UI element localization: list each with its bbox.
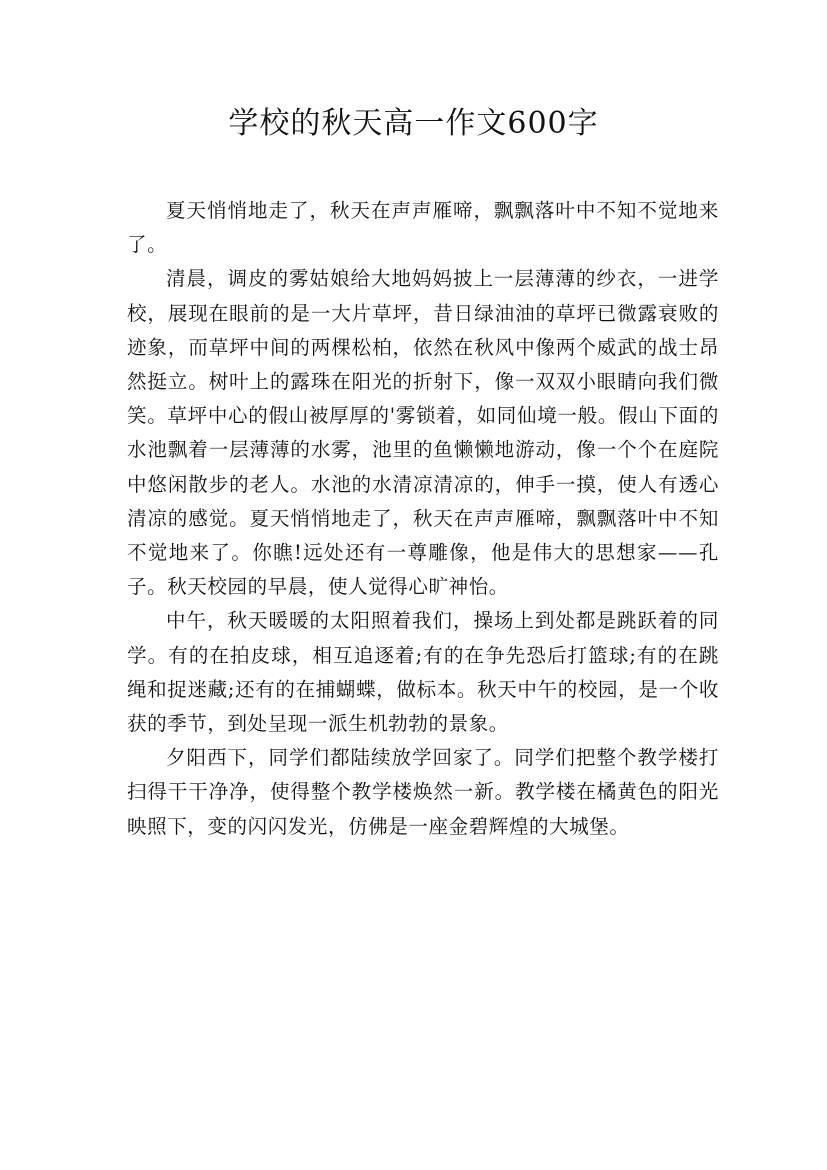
document-title: 学校的秋天高一作文600字 [228,106,599,141]
paragraph-1: 夏天悄悄地走了，秋天在声声雁啼，飘飘落叶中不知不觉地来了。 [127,199,719,257]
document-body [127,194,719,844]
paragraph-3: 中午，秋天暖暖的太阳照着我们，操场上到处都是跳跃着的同学。有的在拍皮球，相互追逐着;有的在争先恐后打篮球;有的在跳绳和捉迷藏;还有的在捕蝴蝶，做标本。秋天中午的校园，是一个收获的季节，到处呈现一派生机勃勃的景象。 [127,609,719,736]
paragraph-4: 夕阳西下，同学们都陆续放学回家了。同学们把整个教学楼打扫得干干净净，使得整个教学楼焕然一新。教学楼在橘黄色的阳光映照下，变的闪闪发光，仿佛是一座金碧辉煌的大城堡。 [127,746,719,838]
paragraph-2: 清晨，调皮的雾姑娘给大地妈妈披上一层薄薄的纱衣，一进学校，展现在眼前的是一大片草坪，昔日绿油油的草坪已微露衰败的迹象，而草坪中间的两棵松柏，依然在秋风中像两个威武的战士昂然挺立。树叶上的露珠在阳光的折射下，像一双双小眼睛向我们微笑。草坪中心的假山被厚厚的'雾锁着，如同仙境一般。假山下面的水池飘着一层薄薄的水雾，池里的鱼懒懒地游动，像一个个在庭院中悠闲散步的老人。水池的水清凉清凉的，伸手一摸，使人有透心清凉的感觉。夏天悄悄地走了，秋天在声声雁啼，飘飘落叶中不知不觉地来了。你瞧!远处还有一尊雕像，他是伟大的思想家——孔子。秋天校园的早晨，使人觉得心旷神怡。 [127,267,719,599]
